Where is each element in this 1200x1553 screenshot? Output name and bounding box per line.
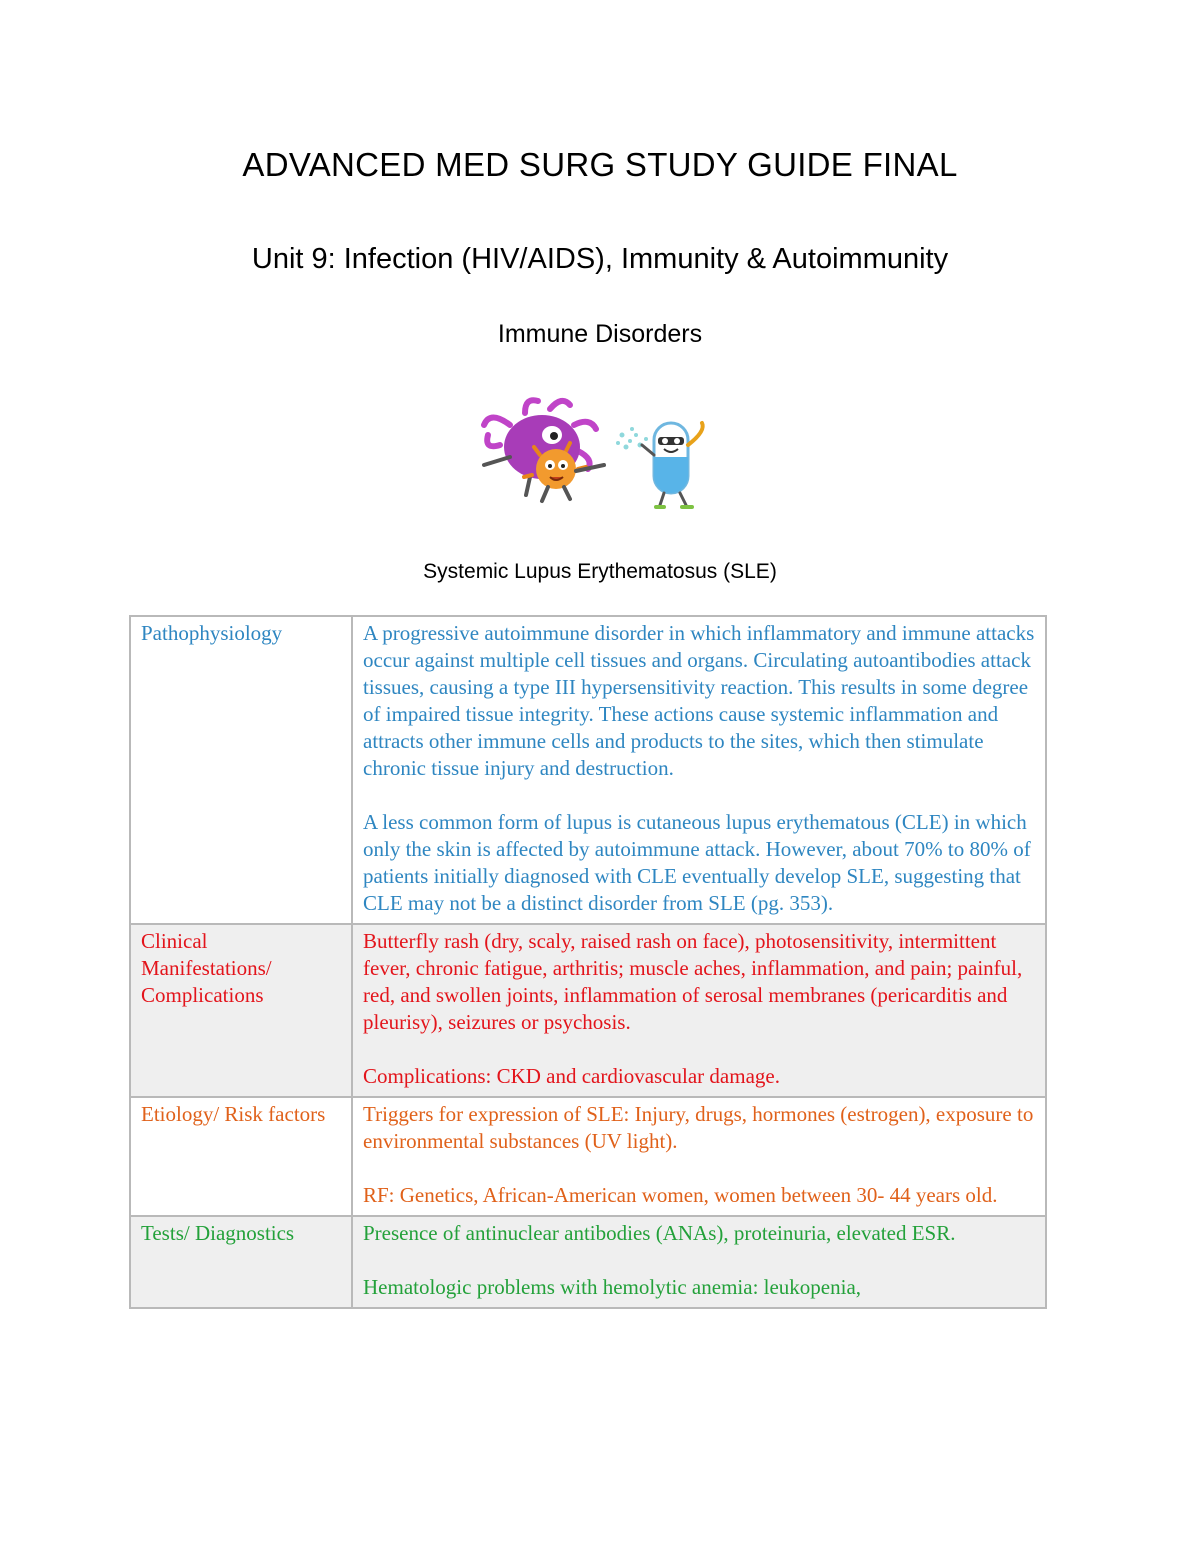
purple-germ-leg bbox=[526, 477, 530, 495]
table-heading: Systemic Lupus Erythematosus (SLE) bbox=[423, 560, 777, 583]
row-label: Tests/ Diagnostics bbox=[130, 1216, 352, 1308]
table-row-tests-diagnostics bbox=[130, 1216, 1046, 1308]
row-label: Etiology/ Risk factors bbox=[130, 1097, 352, 1216]
capsule-goggles bbox=[658, 437, 684, 445]
row-content bbox=[352, 924, 1046, 1097]
capsule-legs bbox=[660, 493, 686, 505]
sle-table bbox=[129, 615, 1047, 1309]
row-paragraph: Hematologic problems with hemolytic anemia: leukopenia, bbox=[363, 1275, 862, 1299]
row-paragraph: Triggers for expression of SLE: Injury, drugs, hormones (estrogen), exposure to environmental substances (UV light). bbox=[363, 1102, 1034, 1153]
row-paragraph: Butterfly rash (dry, scaly, raised rash on face), photosensitivity, intermittent fever, chronic fatigue, arthritis; muscle aches, inflammation, and pain; painful, red, and swollen joints, inflammation of serosal membranes (pericarditis and pleurisy), seizures or psychosis. bbox=[363, 929, 1023, 1034]
section-heading: Immune Disorders bbox=[497, 320, 703, 348]
capsule-spray-arm bbox=[642, 445, 654, 455]
row-paragraph: RF: Genetics, African-American women, women between 30- 44 years old. bbox=[363, 1183, 998, 1207]
capsule-lower-half bbox=[654, 457, 688, 493]
purple-germ-pupil bbox=[550, 432, 558, 440]
row-label: Pathophysiology bbox=[130, 616, 352, 924]
capsule-arm bbox=[688, 423, 703, 445]
orange-germ-mouth bbox=[550, 477, 563, 480]
table-row-clinical-manifestations bbox=[130, 924, 1046, 1097]
table-row-etiology bbox=[130, 1097, 1046, 1216]
row-paragraph: A less common form of lupus is cutaneous lupus erythematous (CLE) in which only the skin is affected by autoimmune attack. However, about 70% to 80% of patients initially diagnosed with CLE eventually develop SLE, suggesting that CLE may not be a distinct disorder from SLE (pg. 353). bbox=[363, 810, 1031, 915]
table-row-pathophysiology bbox=[130, 616, 1046, 924]
row-content bbox=[352, 616, 1046, 924]
document-title: ADVANCED MED SURG STUDY GUIDE FINAL bbox=[242, 146, 958, 183]
row-content bbox=[352, 1216, 1046, 1308]
orange-germ-legs bbox=[542, 487, 570, 501]
germs-vs-medicine-cartoon-icon bbox=[470, 395, 730, 510]
orange-germ-body bbox=[536, 449, 576, 489]
row-paragraph: Presence of antinuclear antibodies (ANAs), proteinuria, elevated ESR. bbox=[363, 1221, 956, 1245]
row-paragraph: Complications: CKD and cardiovascular damage. bbox=[363, 1064, 780, 1088]
row-content bbox=[352, 1097, 1046, 1216]
unit-heading: Unit 9: Infection (HIV/AIDS), Immunity & Autoimmunity bbox=[251, 243, 949, 275]
purple-germ-arm bbox=[484, 457, 510, 465]
row-paragraph: A progressive autoimmune disorder in which inflammatory and immune attacks occur against multiple cell tissues and organs. Circulating autoantibodies attack tissues, causing a type III hypersensitivity reaction. This results in some degree of impaired tissue integrity. These actions cause systemic inflammation and attracts other immune cells and products to the sites, which then stimulate chronic tissue injury and destruction. bbox=[363, 621, 1035, 780]
row-label: Clinical Manifestations/ Complications bbox=[130, 924, 352, 1097]
